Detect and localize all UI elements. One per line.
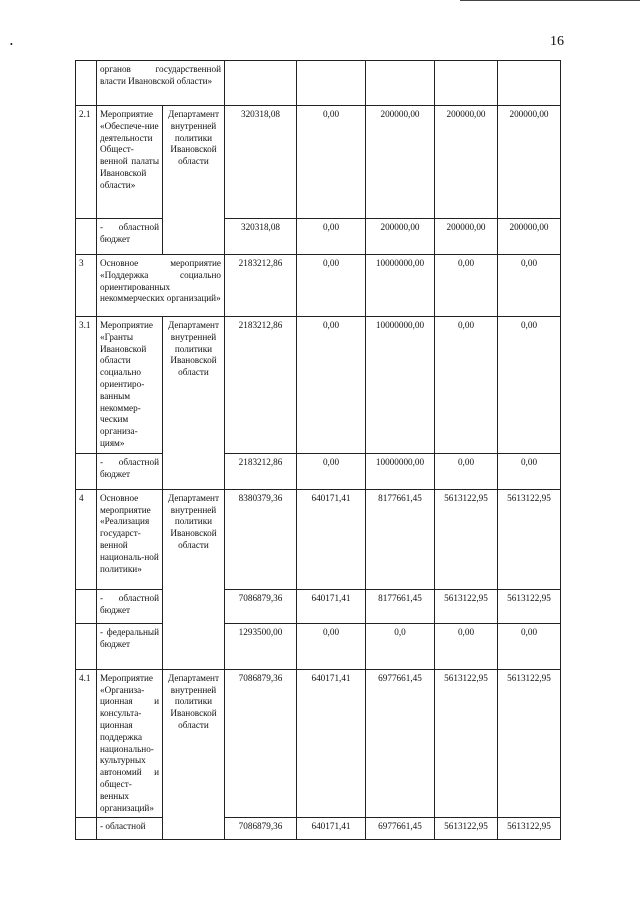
value-cell: 200000,00 — [435, 219, 498, 255]
value-cell: 320318,08 — [225, 219, 297, 255]
value-cell: 2183212,86 — [225, 453, 297, 489]
value-cell: 0,00 — [297, 219, 366, 255]
value-cell — [498, 61, 561, 106]
value-cell — [435, 61, 498, 106]
row-name: - областной — [97, 818, 163, 840]
row-name: - областной бюджет — [97, 453, 163, 489]
value-cell: 7086879,36 — [225, 669, 297, 818]
value-cell: 200000,00 — [366, 219, 435, 255]
value-cell: 200000,00 — [498, 219, 561, 255]
row-name: органов государственной власти Ивановской области» — [97, 61, 225, 106]
row-index: 4 — [76, 489, 97, 589]
value-cell — [297, 61, 366, 106]
table-row — [76, 453, 561, 489]
row-name: Основное мероприятие «Реализация государст-венной националь-ной политики» — [97, 489, 163, 589]
page-number: 16 — [550, 34, 564, 49]
responsible-executor: Департамент внутренней политики Ивановской области — [163, 669, 225, 840]
value-cell: 6977661,45 — [366, 818, 435, 840]
row-name: Основное мероприятие «Поддержка социально ориентированных некоммерческих организаций» — [97, 255, 225, 317]
row-name: - областной бюджет — [97, 219, 163, 255]
value-cell: 10000000,00 — [366, 255, 435, 317]
value-cell: 0,00 — [297, 106, 366, 219]
corner-mark: • — [10, 40, 13, 49]
responsible-executor: Департамент внутренней политики Ивановской области — [163, 317, 225, 490]
value-cell: 0,00 — [435, 623, 498, 669]
row-index — [76, 61, 97, 106]
value-cell: 0,00 — [498, 255, 561, 317]
value-cell: 0,00 — [297, 453, 366, 489]
value-cell: 0,00 — [435, 317, 498, 454]
value-cell: 5613122,95 — [498, 589, 561, 623]
value-cell — [225, 61, 297, 106]
value-cell: 5613122,95 — [435, 818, 498, 840]
row-index: 3.1 — [76, 317, 97, 454]
row-index: 3 — [76, 255, 97, 317]
table-row — [76, 589, 561, 623]
value-cell: 5613122,95 — [498, 489, 561, 589]
value-cell: 5613122,95 — [435, 589, 498, 623]
top-edge-line — [460, 0, 640, 1]
value-cell: 200000,00 — [498, 106, 561, 219]
value-cell: 5613122,95 — [498, 669, 561, 818]
value-cell: 8380379,36 — [225, 489, 297, 589]
value-cell: 2183212,86 — [225, 255, 297, 317]
responsible-executor: Департамент внутренней политики Ивановской области — [163, 489, 225, 669]
value-cell: 10000000,00 — [366, 453, 435, 489]
value-cell: 0,00 — [435, 453, 498, 489]
row-index — [76, 219, 97, 255]
value-cell: 640171,41 — [297, 818, 366, 840]
value-cell: 200000,00 — [435, 106, 498, 219]
row-index — [76, 623, 97, 669]
row-index — [76, 589, 97, 623]
value-cell: 0,00 — [498, 453, 561, 489]
value-cell: 0,00 — [297, 623, 366, 669]
budget-table — [75, 60, 561, 840]
value-cell: 0,0 — [366, 623, 435, 669]
table-row — [76, 623, 561, 669]
row-name: Мероприятие «Организа-ционная и консульта-ционная поддержка национально-культурных автономий и общест-венных организаций» — [97, 669, 163, 818]
value-cell: 5613122,95 — [435, 489, 498, 589]
value-cell: 8177661,45 — [366, 489, 435, 589]
table-row — [76, 669, 561, 818]
value-cell: 7086879,36 — [225, 589, 297, 623]
table-row — [76, 61, 561, 106]
row-name: - областной бюджет — [97, 589, 163, 623]
row-name: - федеральный бюджет — [97, 623, 163, 669]
value-cell: 0,00 — [297, 255, 366, 317]
row-name: Мероприятие «Обеспече-ние деятельности Общест-венной палаты Ивановской области» — [97, 106, 163, 219]
value-cell: 8177661,45 — [366, 589, 435, 623]
table-row — [76, 219, 561, 255]
value-cell: 10000000,00 — [366, 317, 435, 454]
row-index: 4.1 — [76, 669, 97, 818]
row-index: 2.1 — [76, 106, 97, 219]
value-cell: 5613122,95 — [498, 818, 561, 840]
value-cell: 640171,41 — [297, 669, 366, 818]
row-index — [76, 453, 97, 489]
table-row — [76, 106, 561, 219]
row-index — [76, 818, 97, 840]
value-cell: 1293500,00 — [225, 623, 297, 669]
table-row — [76, 489, 561, 589]
value-cell: 200000,00 — [366, 106, 435, 219]
value-cell: 7086879,36 — [225, 818, 297, 840]
value-cell: 6977661,45 — [366, 669, 435, 818]
table-row — [76, 317, 561, 454]
value-cell: 320318,08 — [225, 106, 297, 219]
responsible-executor: Департамент внутренней политики Ивановской области — [163, 106, 225, 255]
value-cell: 0,00 — [498, 623, 561, 669]
value-cell: 0,00 — [435, 255, 498, 317]
value-cell — [366, 61, 435, 106]
table-row — [76, 818, 561, 840]
table-row — [76, 255, 561, 317]
row-name: Мероприятие «Гранты Ивановской области социально ориентиро-ванным некоммер-ческим организа-циям» — [97, 317, 163, 454]
value-cell: 2183212,86 — [225, 317, 297, 454]
value-cell: 640171,41 — [297, 589, 366, 623]
value-cell: 0,00 — [297, 317, 366, 454]
value-cell: 5613122,95 — [435, 669, 498, 818]
value-cell: 640171,41 — [297, 489, 366, 589]
value-cell: 0,00 — [498, 317, 561, 454]
